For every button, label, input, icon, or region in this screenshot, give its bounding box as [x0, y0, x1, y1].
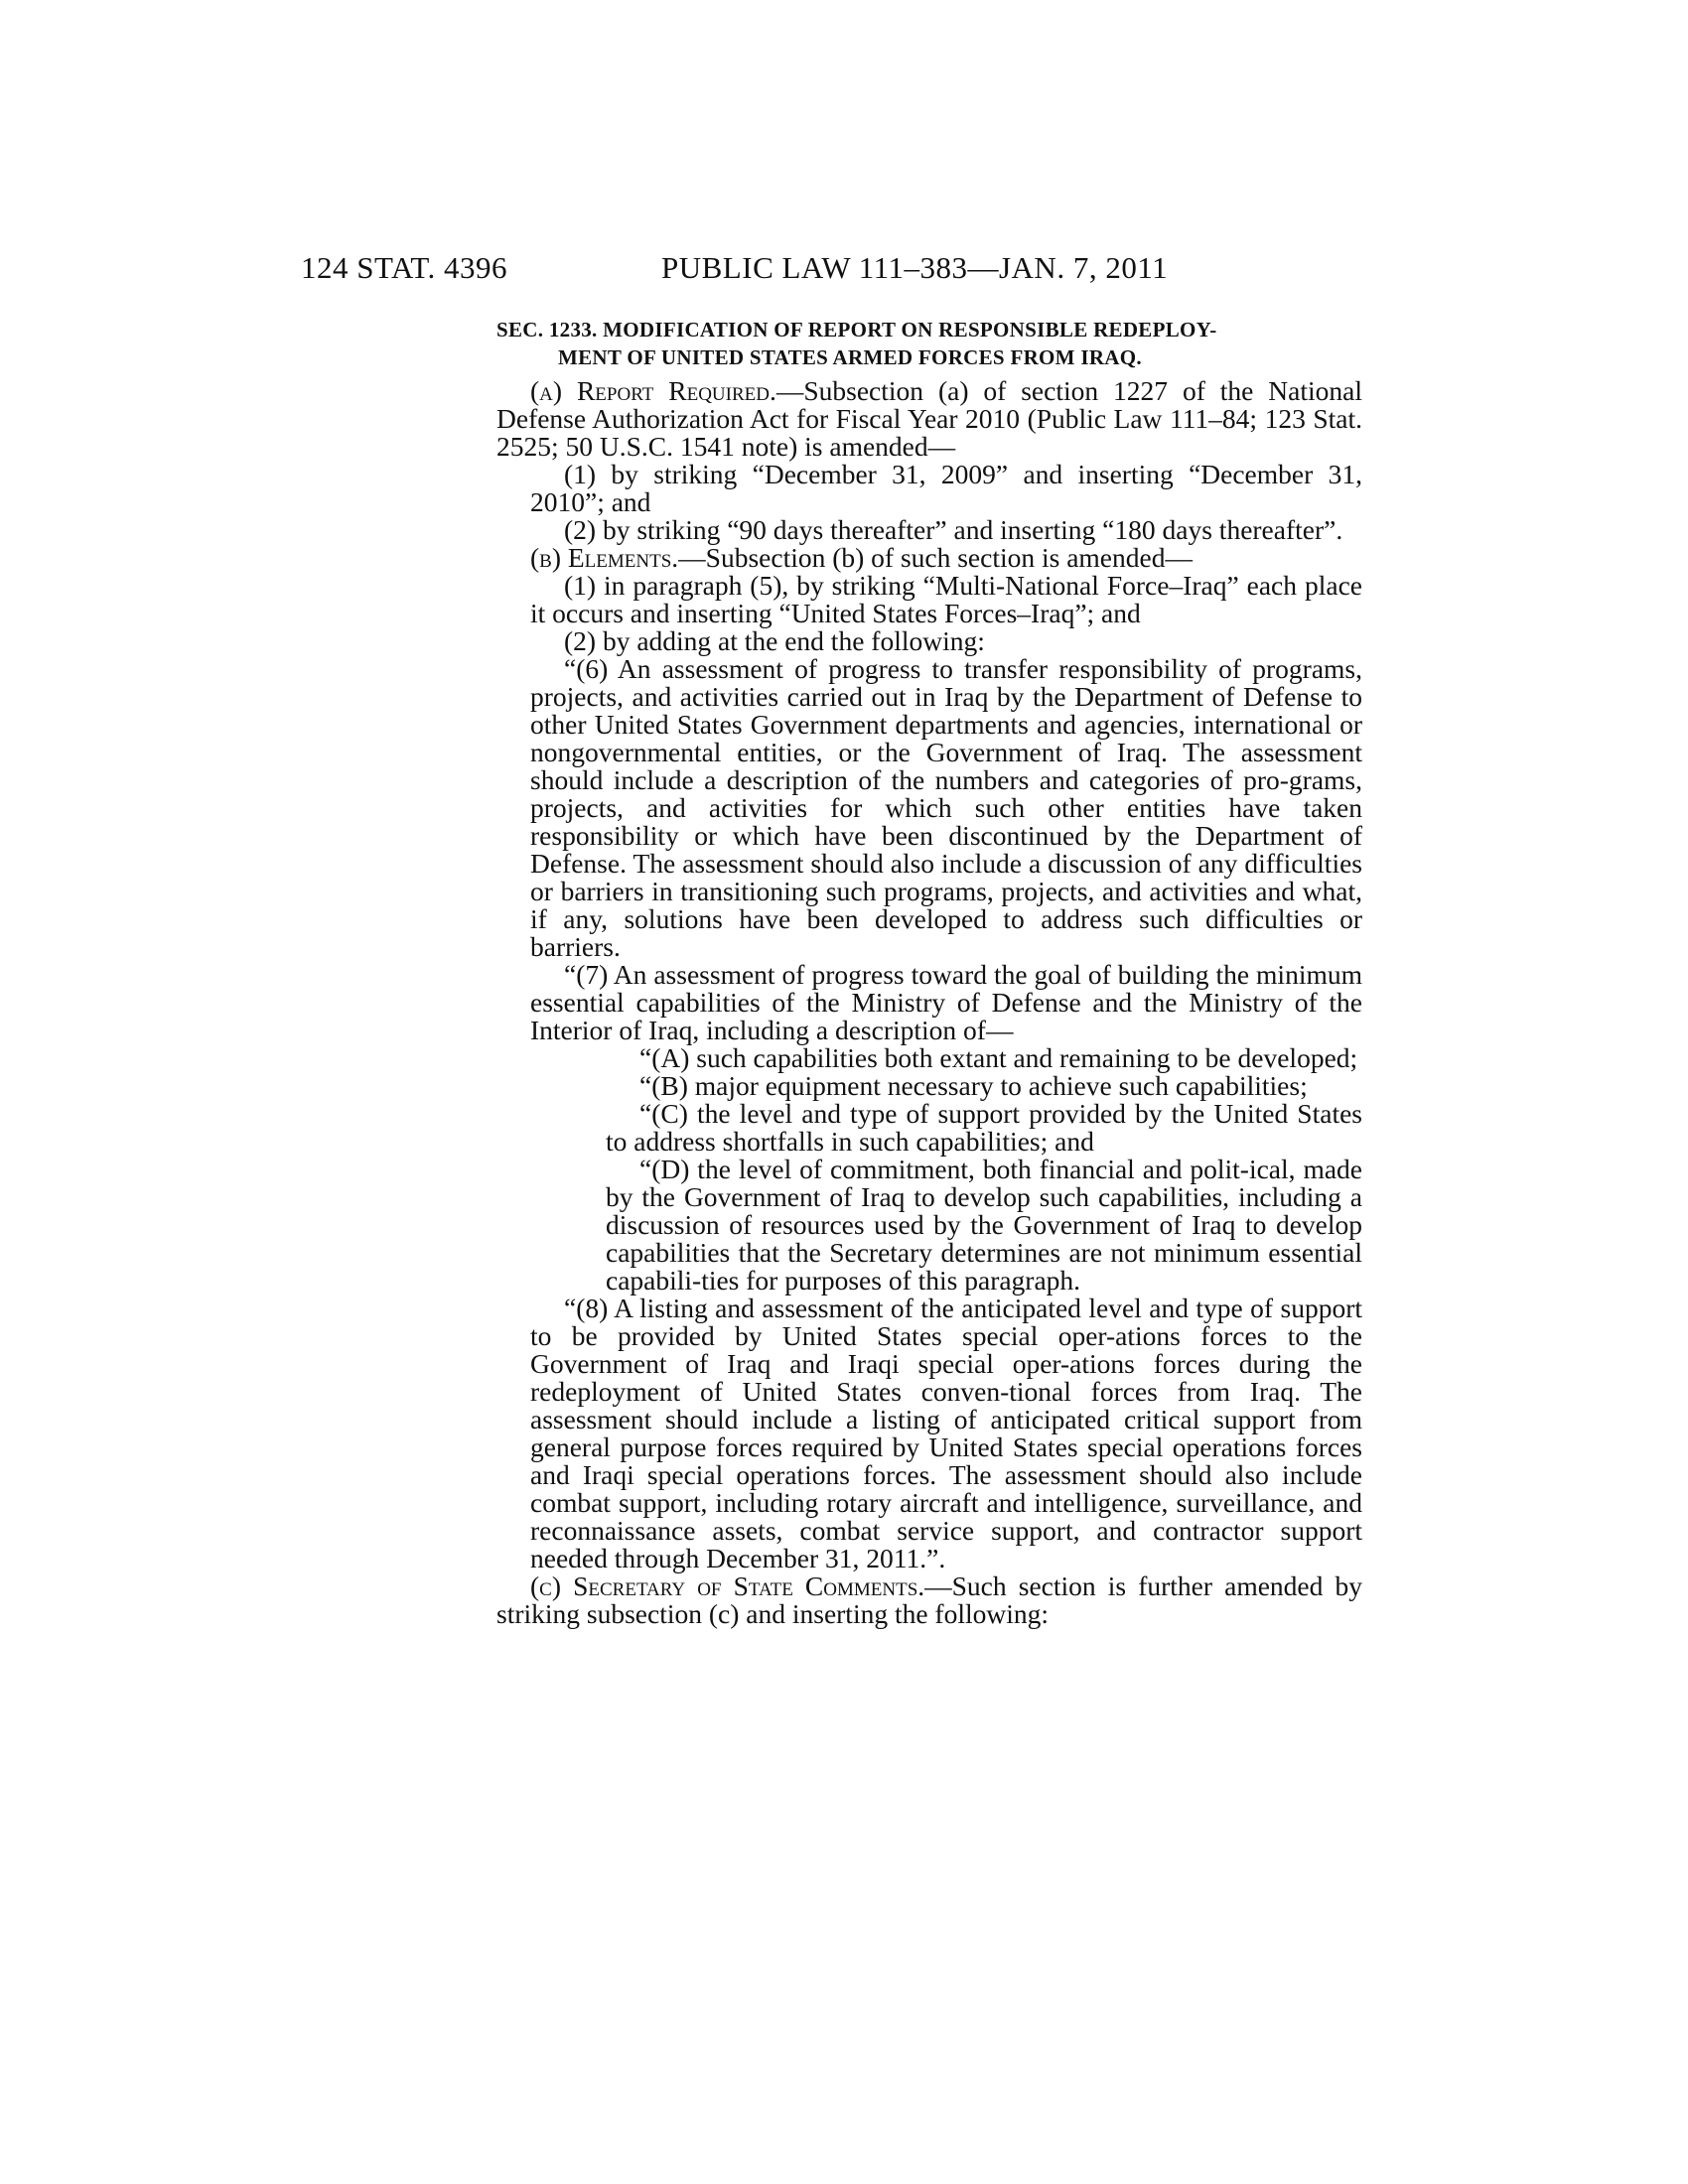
paragraph-a1: (1) by striking “December 31, 2009” and inserting “December 31, 2010”; and [530, 459, 1362, 517]
subsection-b [496, 544, 1362, 572]
section-heading-line-1: SEC. 1233. MODIFICATION OF REPORT ON RESPONSIBLE REDEPLOY- [496, 318, 1217, 341]
subsection-a-label: (a) Report Required. [530, 375, 776, 406]
paragraph-7B: “(B) major equipment necessary to achieve such capabilities; [639, 1070, 1308, 1101]
paragraph-b1: (1) in paragraph (5), by striking “Multi-National Force–Iraq” each place it occurs and inserting “United States Forces–Iraq”; and [530, 570, 1362, 628]
running-header: PUBLIC LAW 111–383—JAN. 7, 2011 [661, 250, 1169, 285]
paragraph-7D: “(D) the level of commitment, both financial and polit-ical, made by the Government of Iraq to develop such capabilities, including a discussion of resources used by the Government of Iraq to develop capabilities that the Secretary determines are not minimum essential capabili-ties for purposes of this paragraph. [606, 1154, 1362, 1296]
subsection-b-label: (b) Elements. [530, 542, 679, 573]
subsection-c-label: (c) Secretary of State Comments. [530, 1570, 925, 1601]
document-body [496, 316, 1362, 1628]
paragraph-7: “(7) An assessment of progress toward the goal of building the minimum essential capabilities of the Ministry of Defense and the Ministry of the Interior of Iraq, including a description of— [530, 959, 1362, 1045]
paragraph-7C: “(C) the level and type of support provided by the United States to address shortfalls in such capabilities; and [606, 1098, 1362, 1157]
section-heading [496, 316, 1362, 371]
subsection-b-text: —Subsection (b) of such section is amended— [678, 542, 1193, 573]
paragraph-b2: (2) by adding at the end the following: [564, 625, 985, 656]
paragraph-7A: “(A) such capabilities both extant and remaining to be developed; [639, 1042, 1358, 1073]
subsection-c [496, 1572, 1362, 1628]
page-citation: 124 STAT. 4396 [301, 250, 508, 285]
subsection-a [496, 377, 1362, 461]
section-heading-line-2: MENT OF UNITED STATES ARMED FORCES FROM IRAQ. [558, 345, 1142, 369]
subsection-a-text: —Subsection (a) of section 1227 of the National Defense Authorization Act for Fiscal Year 2010 (Public Law 111–84; 123 Stat. 2525; 50 U.S.C. 1541 note) is amended— [496, 375, 1362, 462]
subsection-c-text: —Such section is further amended by striking subsection (c) and inserting the following: [496, 1570, 1362, 1629]
paragraph-8: “(8) A listing and assessment of the anticipated level and type of support to be provided by United States special oper-ations forces to the Government of Iraq and Iraqi special oper-ations forces during the redeployment of United States conven-tional forces from Iraq. The assessment should include a listing of anticipated critical support from general purpose forces required by United States special operations forces and Iraqi special operations forces. The assessment should also include combat support, including rotary aircraft and intelligence, surveillance, and reconnaissance assets, combat service support, and contractor support needed through December 31, 2011.”. [530, 1293, 1362, 1573]
paragraph-6: “(6) An assessment of progress to transfer responsibility of programs, projects, and activities carried out in Iraq by the Department of Defense to other United States Government departments and agencies, international or nongovernmental entities, or the Government of Iraq. The assessment should include a description of the numbers and categories of pro-grams, projects, and activities for which such other entities have taken responsibility or which have been discontinued by the Department of Defense. The assessment should also include a discussion of any difficulties or barriers in transitioning such programs, projects, and activities and what, if any, solutions have been developed to address such difficulties or barriers. [530, 653, 1362, 962]
paragraph-a2: (2) by striking “90 days thereafter” and inserting “180 days thereafter”. [564, 514, 1343, 545]
